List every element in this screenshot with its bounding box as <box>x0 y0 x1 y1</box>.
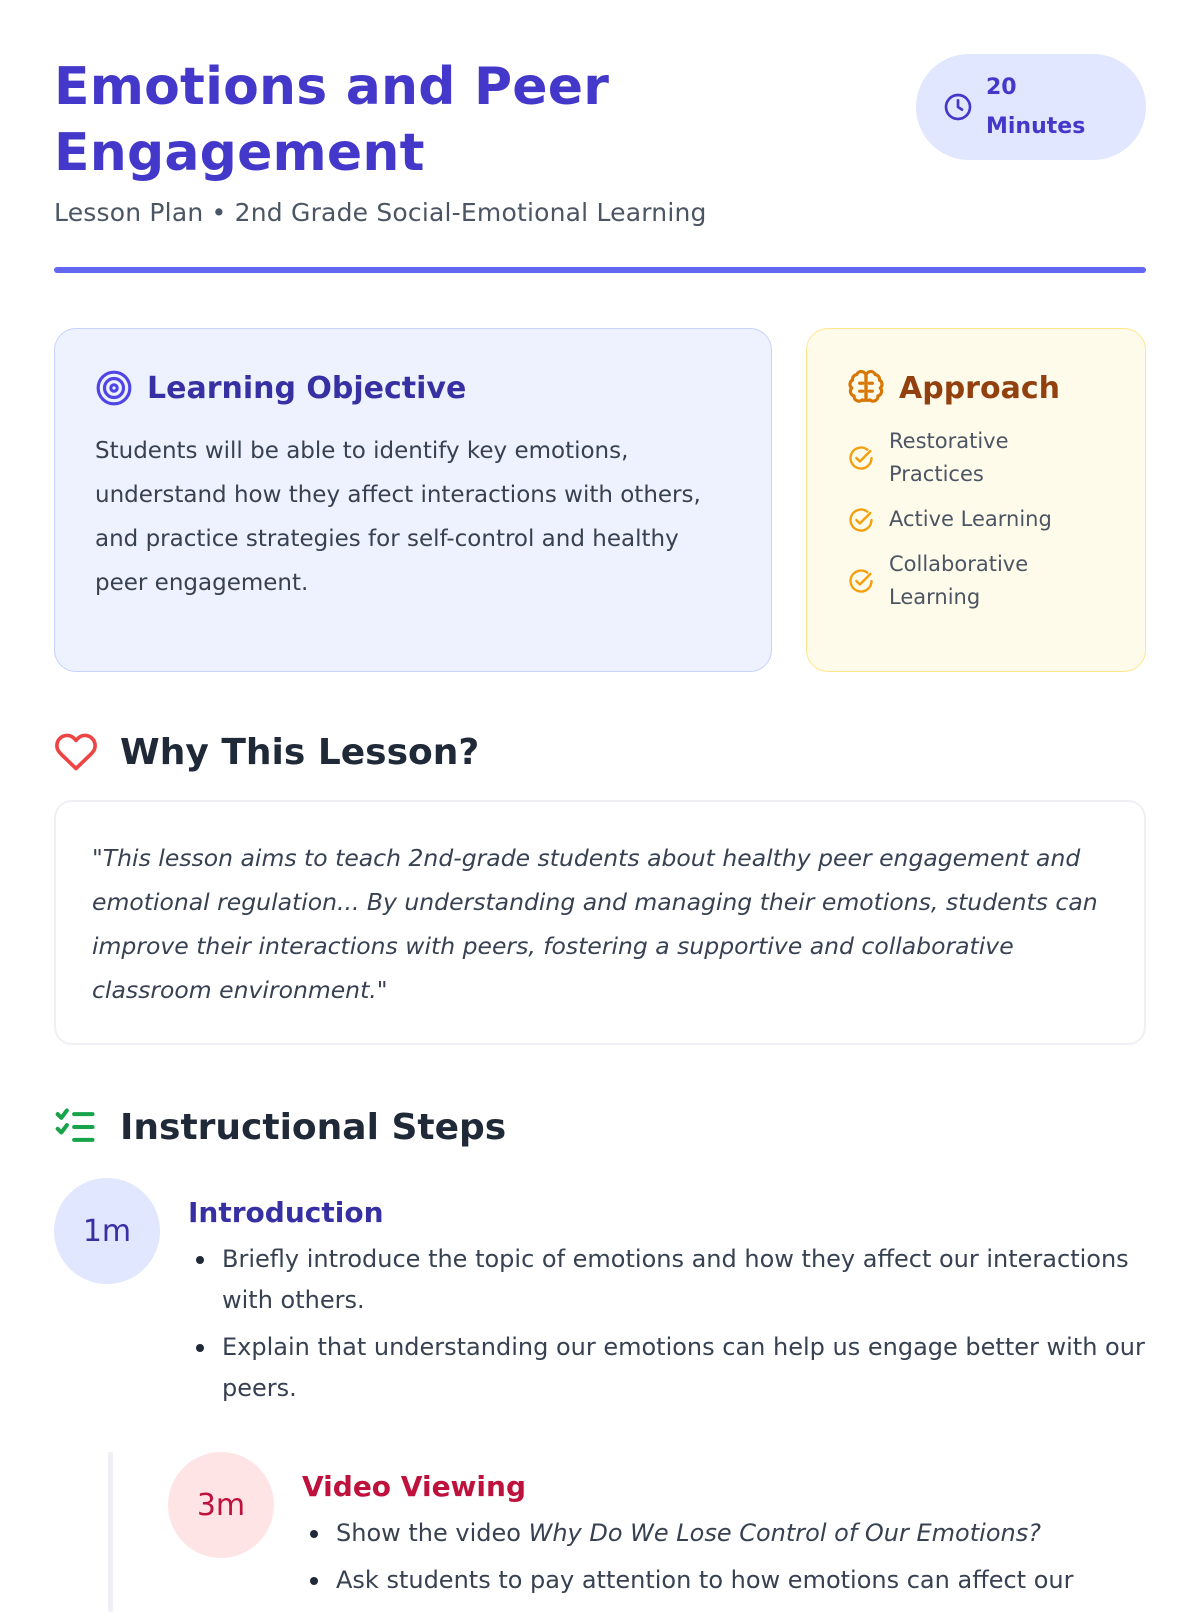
approach-list <box>847 425 1105 614</box>
list-item: Briefly introduce the topic of emotions and how they affect our interactions with others. <box>188 1239 1146 1321</box>
approach-title: Approach <box>899 370 1060 406</box>
step-title: Video Viewing <box>302 1470 526 1503</box>
learning-objective-card <box>54 328 772 672</box>
step-time-badge: 3m <box>168 1452 274 1558</box>
duration-badge <box>916 54 1146 160</box>
why-section-header <box>54 730 479 774</box>
approach-item <box>847 503 1105 536</box>
step-body <box>188 1196 1146 1415</box>
objective-text: Students will be able to identify key emotions, understand how they affect interactions with others, and practice strategies for self-control and healthy peer engagement. <box>95 438 701 596</box>
list-item: Explain that understanding our emotions can help us engage better with our peers. <box>188 1327 1146 1409</box>
step-body <box>302 1470 1146 1607</box>
rationale-text: "This lesson aims to teach 2nd-grade students about healthy peer engagement and emotional regulation... By understanding and managing their emotions, students can improve their interactions with peers, fostering a supportive and collaborative classroom environment." <box>92 844 1098 1004</box>
timeline-line <box>108 1452 113 1612</box>
step-title: Introduction <box>188 1196 384 1229</box>
why-title: Why This Lesson? <box>120 731 480 773</box>
page-subtitle: Lesson Plan • 2nd Grade Social-Emotional Learning <box>54 198 707 227</box>
checklist-icon <box>54 1105 98 1149</box>
step-time-badge: 1m <box>54 1178 160 1284</box>
approach-item <box>847 425 1105 491</box>
header <box>54 54 1146 294</box>
check-circle-icon <box>847 444 875 472</box>
check-circle-icon <box>847 506 875 534</box>
bullet-text: Show the video <box>336 1519 529 1547</box>
objective-title: Learning Objective <box>147 370 467 406</box>
rationale-quote <box>54 800 1146 1045</box>
page-title: Emotions and Peer Engagement <box>54 57 610 183</box>
approach-card <box>806 328 1146 672</box>
approach-item-label: Active Learning <box>889 507 1052 531</box>
brain-icon <box>847 369 885 407</box>
approach-header <box>847 369 1105 407</box>
header-divider <box>54 267 1146 273</box>
step-bullets <box>302 1513 1146 1601</box>
approach-item <box>847 548 1105 614</box>
video-title: Why Do We Lose Control of Our Emotions? <box>528 1519 1041 1547</box>
approach-item-label: Restorative Practices <box>889 429 1009 486</box>
steps-section-header <box>54 1105 506 1149</box>
step-bullets <box>188 1239 1146 1409</box>
heart-icon <box>54 730 98 774</box>
info-cards <box>54 328 1146 672</box>
list-item <box>302 1513 1146 1554</box>
check-circle-icon <box>847 567 875 595</box>
list-item: Ask students to pay attention to how emotions can affect our <box>302 1560 1146 1601</box>
duration-label: 20 Minutes <box>986 75 1086 139</box>
steps-title: Instructional Steps <box>120 1106 507 1148</box>
clock-icon <box>942 91 974 123</box>
target-icon <box>95 369 133 407</box>
objective-header <box>95 369 731 407</box>
approach-item-label: Collaborative Learning <box>889 552 1029 609</box>
